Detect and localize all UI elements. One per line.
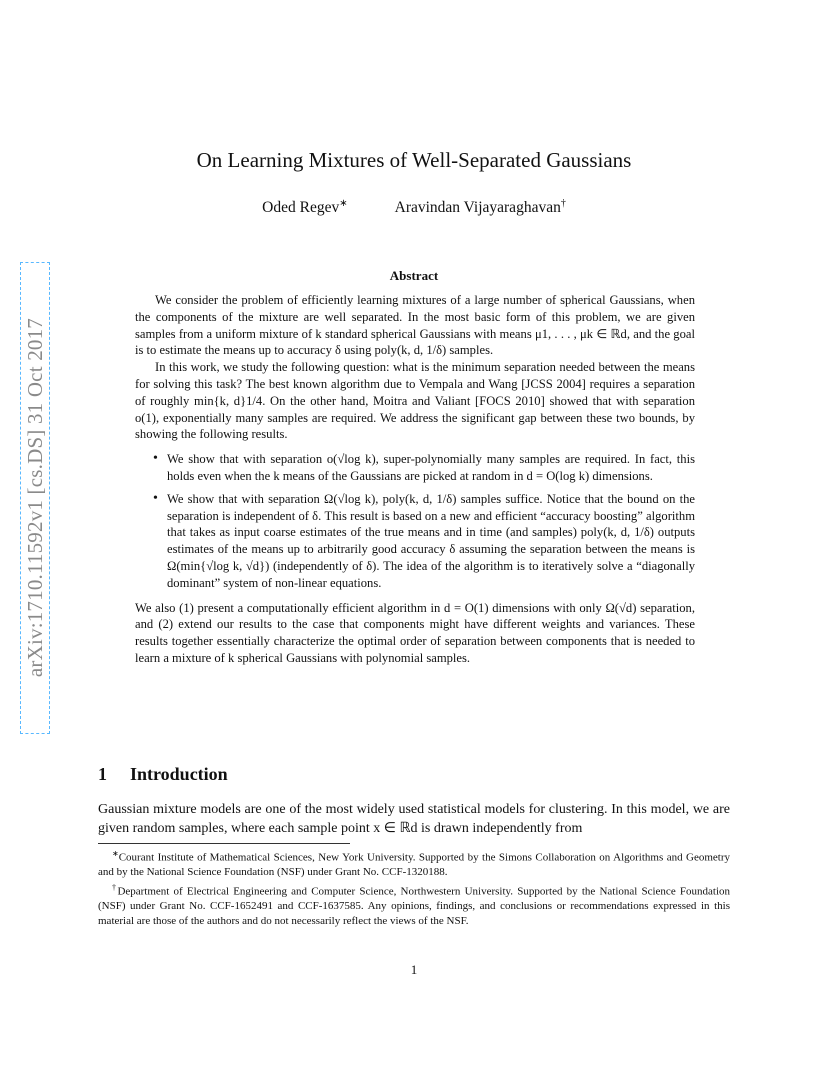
author-1-mark: ∗ [339, 198, 348, 209]
arxiv-watermark [20, 262, 50, 734]
author-2-mark: † [560, 198, 566, 209]
abstract-paragraph-3: We also (1) present a computationally efficient algorithm in d = O(1) dimensions with only Ω(√d) separation, and (2) extend our results to the case that components might have different weights and variances. These results together essentially characterize the optimal order of separation between components that is needed to learn a mixture of k spherical Gaussians with polynomial samples. [135, 600, 695, 665]
section-number: 1 [98, 764, 107, 784]
footnote-2-mark: † [112, 882, 118, 892]
author-2-name: Aravindan Vijayaraghavan [394, 199, 561, 217]
footnote-2 [98, 881, 730, 928]
footnote-2-text: Department of Electrical Engineering and Computer Science, Northwestern University. Supported by the National Science Foundation (NSF) under Grant No. CCF-1652491 and CCF-1637585. Any opinions, findings, and conclusions or recommendations expressed in this material are those of the authors and do not necessarily reflect the views of the NSF. [98, 885, 730, 927]
result-item-2: • We show that with separation Ω(√log k), poly(k, d, 1/δ) samples suffice. Notice that the bound on the separation is independent of δ. This result is based on a new and efficient “accuracy boosting” algorithm that takes as input coarse estimates of the true means and in time (and samples) poly(k, d, 1/δ) outputs estimates of the means up to arbitrarily good accuracy δ assuming the separation between the means is Ω(min{√log k, √d}) (independently of δ). The idea of the algorithm is to iteratively solve a “diagonally dominant” system of non-linear equations. [167, 491, 695, 592]
author-list [0, 198, 828, 217]
abstract-heading: Abstract [389, 268, 439, 283]
footnote-1 [98, 847, 730, 880]
paper-title: On Learning Mixtures of Well-Separated Gaussians [196, 148, 632, 172]
section-title: Introduction [130, 764, 228, 784]
arxiv-watermark-text: arXiv:1710.11592v1 [cs.DS] 31 Oct 2017 [22, 318, 47, 678]
section-heading [98, 764, 228, 785]
intro-paragraph: Gaussian mixture models are one of the most widely used statistical models for clustering. In this model, we are given random samples, where each sample point x ∈ ℝd is drawn independently from [98, 802, 730, 836]
author-1 [262, 198, 347, 217]
footnote-rule [98, 843, 350, 844]
author-2 [395, 199, 566, 216]
results-list [135, 451, 695, 591]
footnotes [98, 847, 730, 929]
abstract-paragraph-1: We consider the problem of efficiently learning mixtures of a large number of spherical Gaussians, when the components of the mixture are well separated. In the most basic form of this problem, we are given samples from a uniform mixture of k standard spherical Gaussians with means μ1, . . . , μk ∈ ℝd, and the goal is to estimate the means up to accuracy δ using poly(k, d, 1/δ) samples. [135, 293, 695, 358]
footnote-1-mark: ∗ [112, 849, 119, 858]
footnote-1-text: Courant Institute of Mathematical Sciences, New York University. Supported by the Simons Collaboration on Algorithms and Geometry and by the National Science Foundation (NSF) under Grant No. CCF-1320188. [98, 851, 730, 879]
intro-body [98, 800, 730, 838]
page-number: 1 [410, 962, 418, 977]
abstract-body [135, 292, 695, 667]
author-1-name: Oded Regev [262, 199, 340, 217]
result-item-1: • We show that with separation o(√log k), super-polynomially many samples are required. In fact, this holds even when the k means of the Gaussians are picked at random in d = O(log k) dimensions. [167, 451, 695, 485]
abstract-paragraph-2: In this work, we study the following question: what is the minimum separation needed between the means for solving this task? The best known algorithm due to Vempala and Wang [JCSS 2004] requires a separation of roughly min{k, d}1/4. On the other hand, Moitra and Valiant [FOCS 2010] showed that with separation o(1), exponentially many samples are required. We address the significant gap between these two bounds, by showing the following results. [135, 360, 695, 442]
